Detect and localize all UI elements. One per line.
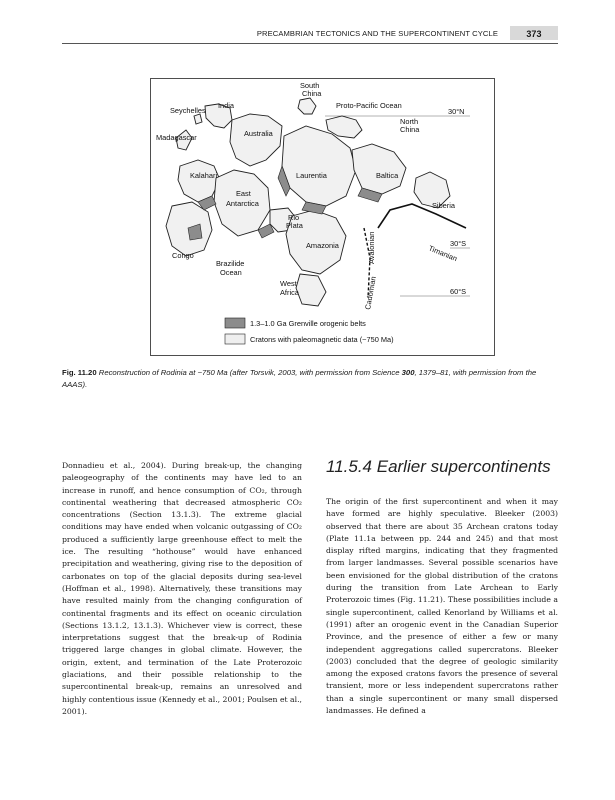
caption-text-a: Reconstruction of Rodinia at ~750 Ma (after Torsvik, 2003, with permission from	[98, 368, 373, 377]
label-north-china-1: North	[400, 117, 419, 126]
caption-journal: Science	[372, 368, 400, 377]
caption-label: Fig. 11.20	[62, 368, 97, 377]
label-amazonia: Amazonia	[306, 241, 339, 250]
label-congo: Congo	[172, 251, 194, 260]
page-number: 373	[510, 26, 558, 40]
running-title: PRECAMBRIAN TECTONICS AND THE SUPERCONTINENT CYCLE	[256, 29, 498, 38]
label-seychelles: Seychelles	[170, 106, 206, 115]
label-cadomian: Cadomian	[363, 275, 378, 311]
legend-swatch-grenville	[225, 318, 245, 328]
label-brazilide-ocean-1: Brazilide	[216, 259, 245, 268]
left-column	[62, 460, 302, 718]
label-rio-plata-2: Plata	[286, 221, 303, 230]
left-paragraph: Donnadieu et al., 2004). During break-up, the changing paleogeography of the continents may have led to an increase in runoff, and hence consumption of CO₂, through continental weathering that decreased atmospheric CO₂ concentrations (Section 13.1.3). The extreme glacial conditions may have ended when volcanic outgassing of CO₂ produced a sufficiently large greenhouse effect to melt the ice. The resulting “hothouse” would have enhanced precipitation and weathering, giving rise to the deposition of carbonates on top of the glacial deposits during sea-level (Hoffman et al., 1998). Alternatively, these transitions may have resulted mainly from the changing configuration of continental fragments and its effect on oceanic circulation (Sections 13.1.2, 13.1.3). Whichever view is correct, these interpretations suggest that the break-up of Rodinia triggered large changes in global climate. However, the origin, extent, and termination of the Late Proterozoic glaciations, and their possible relationship to the supercontinental break-up, remains an unresolved and highly contentious issue (Kennedy et al., 2001; Poulsen et al., 2001).	[62, 461, 302, 716]
label-siberia: Siberia	[432, 201, 456, 210]
running-header	[62, 27, 558, 41]
label-proto-pacific: Proto-Pacific Ocean	[336, 101, 402, 110]
label-madagascar: Madagascar	[156, 133, 197, 142]
label-30s: 30°S	[450, 239, 467, 248]
label-rio-plata-1: Rio	[288, 213, 300, 222]
label-avalonian: Avalonian	[367, 231, 376, 264]
label-west-africa-2: Africa	[280, 288, 299, 297]
figure-caption	[62, 367, 558, 391]
legend-swatch-cratons	[225, 334, 245, 344]
caption-text-b: , 1379–81, with permission from the AAAS).	[62, 368, 537, 389]
label-east-antarctica-1: East	[236, 189, 251, 198]
rodinia-map	[150, 78, 495, 356]
right-column	[326, 496, 558, 717]
legend-cratons: Cratons with paleomagnetic data (~750 Ma)	[250, 335, 394, 344]
header-rule	[62, 43, 558, 44]
label-60s: 60°S	[450, 287, 467, 296]
label-north-china-2: China	[400, 125, 420, 134]
right-paragraph: The origin of the first supercontinent and when it may have formed are highly speculative. Bleeker (2003) observed that there are about 35 Archean cratons today (Plate 11.1a between pp. 244 and 245) and that most display rifted margins, indicating that they fragmented from larger landmasses. Several possible scenarios have been envisioned for the global distribution of the cratons during the transition from Late Archean to Early Proterozoic times (Fig. 11.21). These possibilities include a single supercontinent, called Kenorland by Williams et al. (1991) after an orogenic event in the Canadian Superior Province, and the presence of either a few or many independent aggregations called supercratons. Bleeker (2003) concluded that the degree of geologic similarity among the exposed cratons favors the presence of several transient, more or less independent supercratons rather than a single supercontinent or many small dispersed landmasses. He defined a	[326, 497, 558, 716]
label-30n: 30°N	[448, 107, 465, 116]
label-laurentia: Laurentia	[296, 171, 327, 180]
caption-volume: 300	[401, 368, 415, 377]
label-kalahari: Kalahari	[190, 171, 218, 180]
label-india: India	[218, 101, 235, 110]
label-timanian: Timanian	[427, 243, 459, 264]
label-australia: Australia	[244, 129, 273, 138]
legend-grenville: 1.3–1.0 Ga Grenville orogenic belts	[250, 319, 366, 328]
section-heading: 11.5.4 Earlier supercontinents	[326, 457, 551, 476]
label-brazilide-ocean-2: Ocean	[220, 268, 242, 277]
label-west-africa-1: West	[280, 279, 297, 288]
label-baltica: Baltica	[376, 171, 399, 180]
label-south-china-1: South	[300, 81, 320, 90]
label-south-china-2: China	[302, 89, 322, 98]
rodinia-map-figure	[150, 78, 495, 356]
label-east-antarctica-2: Antarctica	[226, 199, 259, 208]
seychelles-shape	[194, 114, 202, 124]
